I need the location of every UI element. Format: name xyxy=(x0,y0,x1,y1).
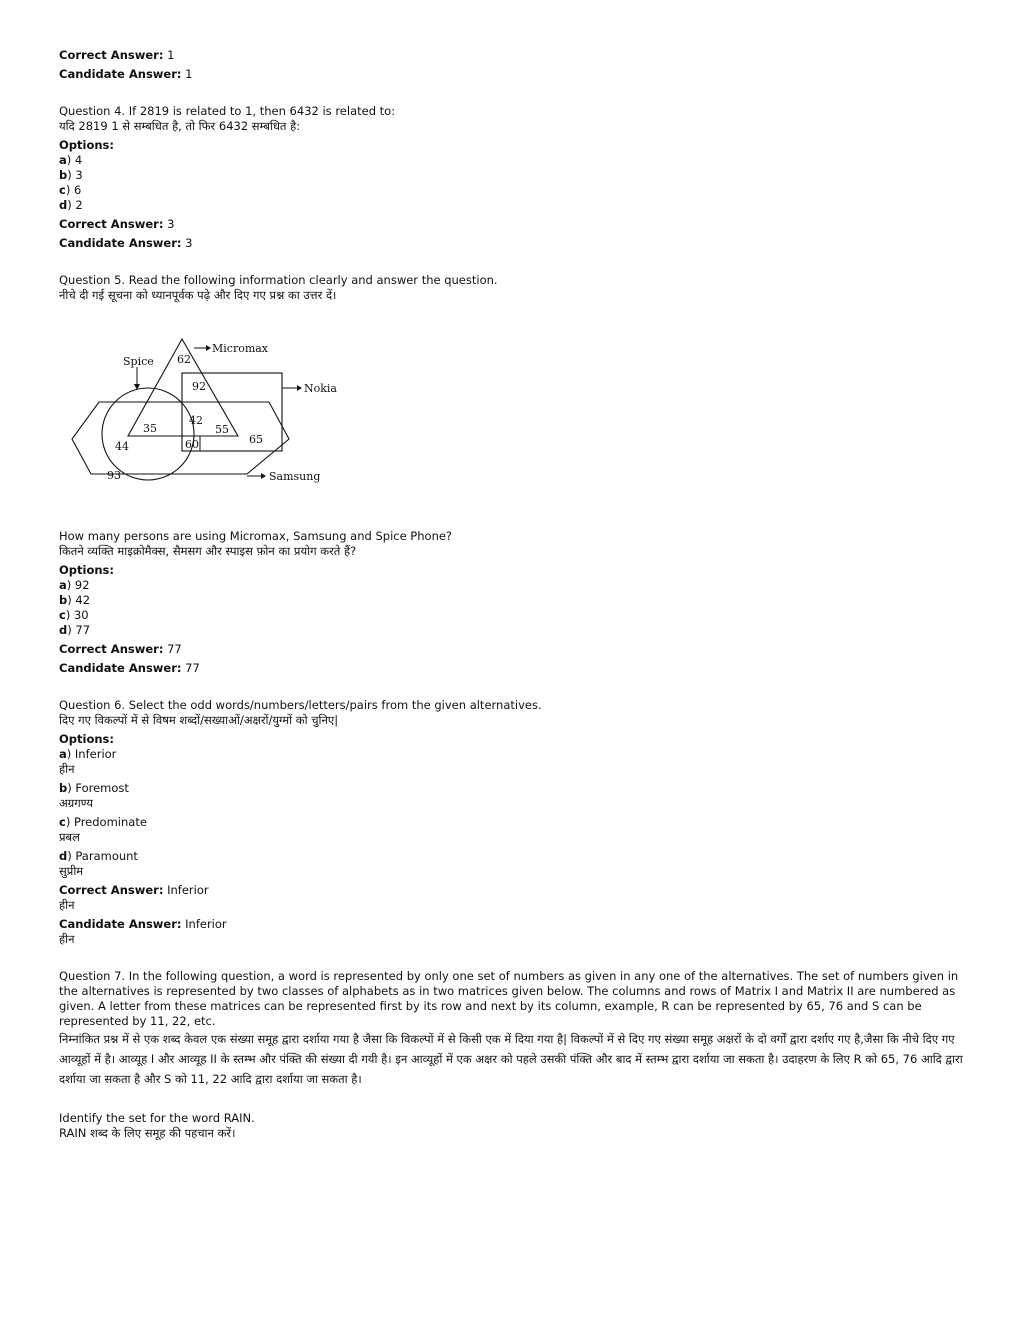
option-a-hi: हीन xyxy=(59,762,75,776)
correct-answer: Correct Answer: Inferior xyxy=(59,883,209,897)
question-text-en: Question 7. In the following question, a word is represented by only one set of numbers as given in any one of the alternatives. The set of numbers given in the alternatives is represented by two classes of alphabets as in two matrices given below. The columns and rows of Matrix I and Matrix II are numbered as given. A letter from these matrices can be represented first by its row and next by its column, example, R can be represented by 65, 76 and S can be represented by 11, 22, etc. xyxy=(59,969,959,1028)
option-c: c) 30 xyxy=(59,608,89,622)
option-a: a) 92 xyxy=(59,578,90,592)
options-label: Options: xyxy=(59,138,114,152)
label-micromax: Micromax xyxy=(212,342,269,355)
venn-diagram-svg xyxy=(69,329,359,529)
question-5 xyxy=(59,273,979,676)
question-prompt-en: How many persons are using Micromax, Samsung and Spice Phone? xyxy=(59,529,453,543)
question-6 xyxy=(59,698,979,947)
options-label: Options: xyxy=(59,563,114,577)
venn-diagram xyxy=(69,329,979,529)
option-a: a) 4 xyxy=(59,153,83,167)
question-text-en: Question 5. Read the following information clearly and answer the question. xyxy=(59,273,498,287)
document-page xyxy=(59,48,979,1141)
label-spice: Spice xyxy=(123,355,154,368)
samsung-arrowhead xyxy=(261,473,266,479)
question-4 xyxy=(59,104,979,251)
question-prompt-hi: कितने व्यक्ति माइक्रोमैक्स, सैमसग और स्पाइस फ़ोन का प्रयोग करते हैं? xyxy=(59,544,357,558)
option-d-hi: सुप्रीम xyxy=(59,864,84,878)
candidate-answer: Candidate Answer: 77 xyxy=(59,661,200,675)
question-7 xyxy=(59,969,979,1141)
options-label: Options: xyxy=(59,732,114,746)
value-44: 44 xyxy=(115,440,129,453)
value-62: 62 xyxy=(177,353,191,366)
candidate-answer: Candidate Answer: 3 xyxy=(59,236,193,250)
question-text-hi: निम्नांकित प्रश्न में से एक शब्द केवल एक संख्या समूह द्वारा दर्शाया गया है जैसा कि विकल्पों में से किसी एक में दिया गया है| विकल्पों में से दिए गए संख्या समूह अक्षरों के दो वर्गों द्वारा दर्शाए गए है,जैसा कि नीचे दिए गए आव्यूहों में है। आव्यूह I और आव्यूह II के स्तम्भ और पंक्ति की संख्या दी गयी है। इन आव्यूहों में एक अक्षर को पहले उसकी पंक्ति और बाद में स्तम्भ द्वारा दर्शाया जा सकता है। उदाहरण के लिए R को 65, 76 आदि द्वारा दर्शाया जा सकता है और S को 11, 22 आदि द्वारा दर्शाया जा सकता है। xyxy=(59,1032,963,1086)
option-b: b) Foremost xyxy=(59,781,129,795)
candidate-answer: Candidate Answer: 1 xyxy=(59,67,193,81)
correct-answer-hi: हीन xyxy=(59,898,75,912)
option-c: c) Predominate xyxy=(59,815,147,829)
label-nokia: Nokia xyxy=(304,382,337,395)
question-text-hi: नीचे दी गई सूचना को ध्यानपूर्वक पढ़े और दिए गए प्रश्न का उत्तर दें। xyxy=(59,288,337,302)
option-c-hi: प्रबल xyxy=(59,830,80,844)
identify-text-en: Identify the set for the word RAIN. xyxy=(59,1111,255,1125)
correct-answer: Correct Answer: 3 xyxy=(59,217,175,231)
option-b-hi: अग्रगण्य xyxy=(59,796,93,810)
question-text-hi: दिए गए विकल्पों में से विषम शब्दों/सख्याओं/अक्षरों/युग्मों को चुनिए| xyxy=(59,713,339,727)
micromax-arrowhead xyxy=(206,345,211,351)
value-93: 93 xyxy=(107,469,121,482)
correct-answer: Correct Answer: 1 xyxy=(59,48,175,62)
option-b: b) 42 xyxy=(59,593,91,607)
value-42: 42 xyxy=(189,414,203,427)
label-samsung: Samsung xyxy=(269,470,321,483)
option-d: d) 2 xyxy=(59,198,83,212)
option-c: c) 6 xyxy=(59,183,82,197)
value-65: 65 xyxy=(249,433,263,446)
candidate-answer: Candidate Answer: Inferior xyxy=(59,917,227,931)
value-35: 35 xyxy=(143,422,157,435)
option-a: a) Inferior xyxy=(59,747,117,761)
value-60: 60 xyxy=(185,438,199,451)
question-text-en: Question 4. If 2819 is related to 1, then 6432 is related to: xyxy=(59,104,396,118)
option-d: d) 77 xyxy=(59,623,91,637)
option-b: b) 3 xyxy=(59,168,83,182)
question-text-en: Question 6. Select the odd words/numbers/letters/pairs from the given alternatives. xyxy=(59,698,542,712)
value-92: 92 xyxy=(192,380,206,393)
option-d: d) Paramount xyxy=(59,849,138,863)
nokia-arrowhead xyxy=(297,385,302,391)
value-55: 55 xyxy=(215,423,229,436)
candidate-answer-hi: हीन xyxy=(59,932,75,946)
identify-text-hi: RAIN शब्द के लिए समूह की पहचान करें। xyxy=(59,1126,236,1140)
question-text-hi: यदि 2819 1 से सम्बधित है, तो फिर 6432 सम्बधित है: xyxy=(59,119,301,133)
correct-answer: Correct Answer: 77 xyxy=(59,642,182,656)
